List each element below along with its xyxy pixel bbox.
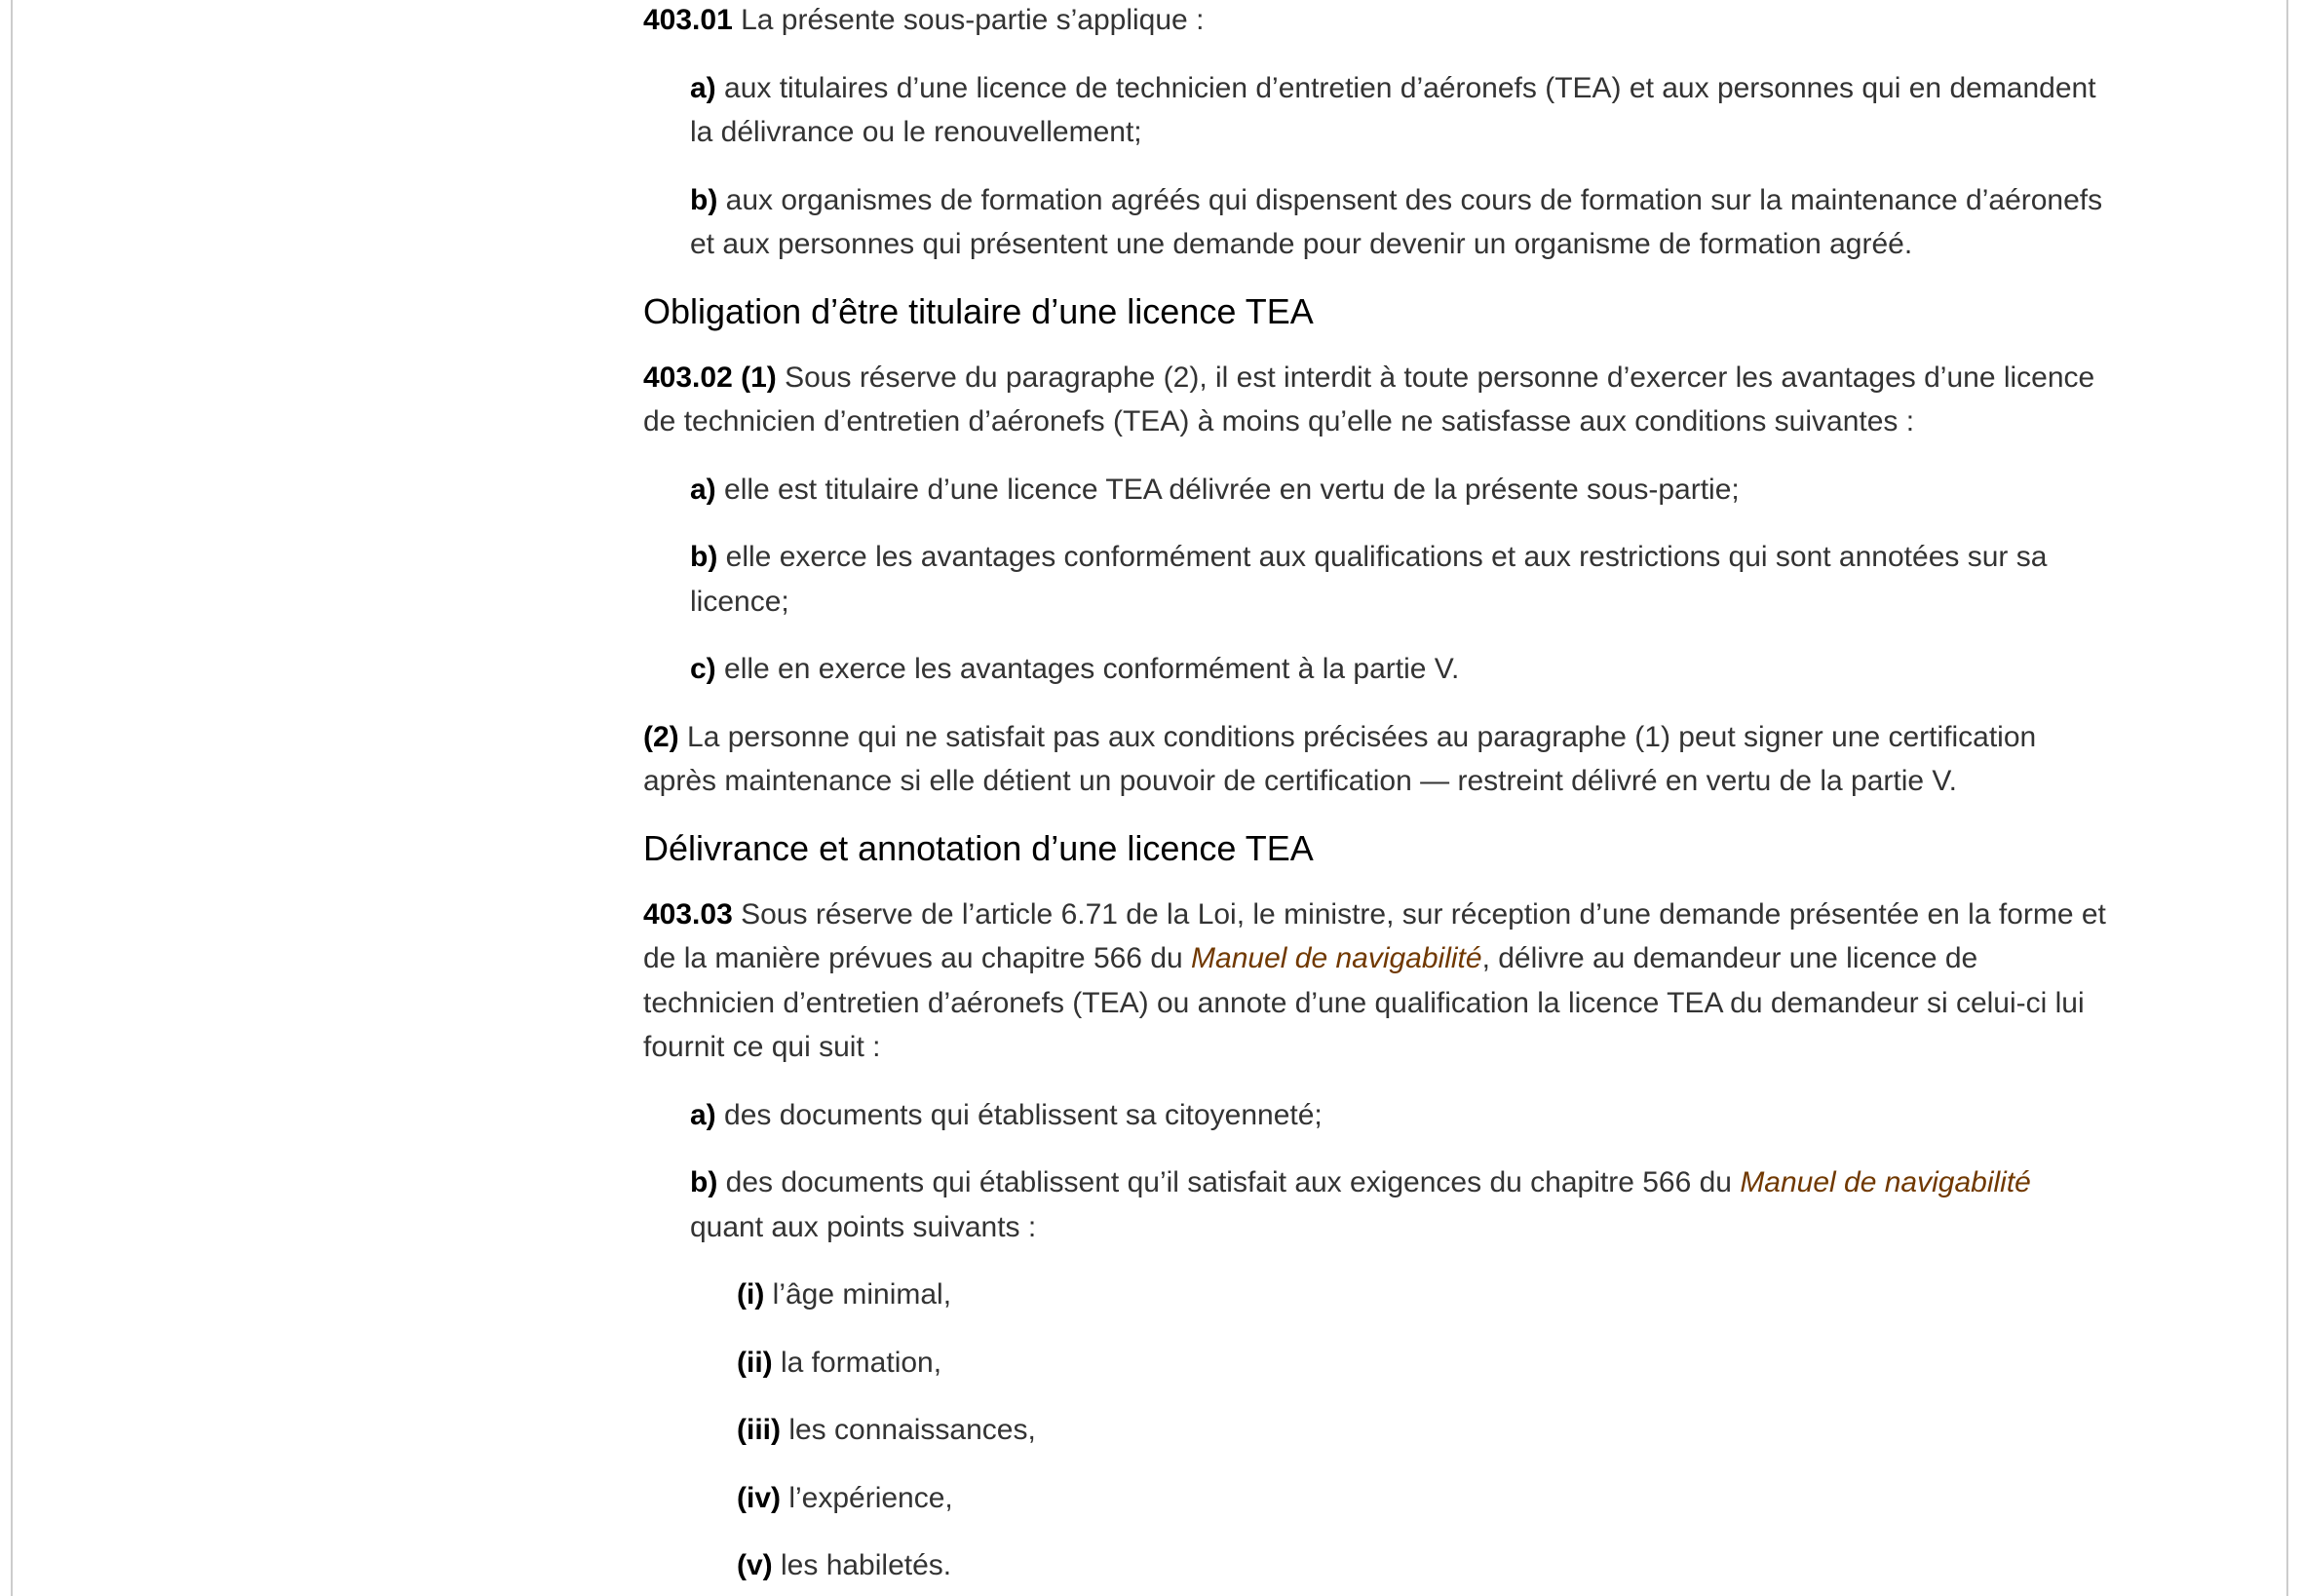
item-label: c) — [690, 653, 716, 685]
section-number: 403.03 — [643, 897, 733, 931]
paragraph-line — [737, 1543, 2261, 1588]
item-text: les connaissances, — [781, 1414, 1036, 1446]
paragraph-line — [737, 1341, 2261, 1386]
item-label: b) — [690, 1166, 718, 1198]
subsection-2 — [643, 715, 2261, 804]
item-text: les habiletés. — [772, 1549, 952, 1581]
paragraph-line — [690, 1093, 2261, 1138]
paragraph-line — [690, 468, 2261, 513]
paragraph-line — [643, 893, 2261, 937]
item-label: a) — [690, 473, 716, 506]
list-item-b — [690, 178, 2261, 267]
paragraph-line — [737, 1408, 2261, 1453]
list-item-a — [690, 468, 2261, 513]
paragraph-text: La personne qui ne satisfait pas aux conditions précisées au paragraphe (1) peut signer une certification — [678, 720, 2037, 753]
list-item-a — [690, 66, 2261, 155]
regulation-content — [643, 0, 2261, 1596]
section-heading: Délivrance et annotation d’une licence TEA — [643, 827, 1314, 868]
item-text: elle exerce les avantages conformément aux qualifications et aux restrictions qui sont annotées sur sa — [717, 541, 2048, 573]
paragraph-text: Sous réserve du paragraphe (2), il est interdit à toute personne d’exercer les avantages d’une licence — [776, 361, 2095, 394]
item-text: des documents qui établissent qu’il satisfait aux exigences du chapitre 566 du — [717, 1166, 1741, 1198]
section-403-02 — [643, 356, 2261, 444]
paragraph-line — [690, 535, 2261, 580]
paragraph-line — [643, 0, 2261, 43]
paragraph-line — [690, 178, 2261, 223]
list-item-a — [690, 1093, 2261, 1138]
item-text: aux titulaires d’une licence de technicien d’entretien d’aéronefs (TEA) et aux personnes qui en demandent — [715, 71, 2096, 104]
paragraph-line — [737, 1273, 2261, 1317]
item-label: b) — [690, 541, 718, 573]
item-label: (iii) — [737, 1414, 781, 1446]
paragraph-line — [643, 715, 2261, 760]
paragraph-line — [643, 936, 2261, 981]
section-number: 403.02 (1) — [643, 361, 777, 394]
section-403-01 — [643, 0, 2261, 43]
paragraph-text: La présente sous-partie s’applique : — [732, 4, 1205, 36]
manuel-de-navigabilite-link[interactable]: Manuel de navigabilité — [1740, 1166, 2031, 1198]
item-label: b) — [690, 183, 718, 216]
sub-item-v — [737, 1543, 2261, 1588]
item-text-line: la délivrance ou le renouvellement; — [690, 116, 1142, 148]
item-text: elle en exerce les avantages conformément à la partie V. — [715, 653, 1460, 685]
sub-item-ii — [737, 1341, 2261, 1386]
item-text-line: et aux personnes qui présentent une demande pour devenir un organisme de formation agréé. — [690, 228, 1913, 260]
paragraph-text-line: technicien d’entretien d’aéronefs (TEA) ou annote d’une qualification la licence TEA du demandeur si celui-ci lui — [643, 986, 2085, 1019]
paragraph-text-line: après maintenance si elle détient un pouvoir de certification — restreint délivré en vertu de la partie V. — [643, 765, 1957, 797]
item-text: la formation, — [772, 1346, 942, 1379]
paragraph-line — [690, 1160, 2261, 1205]
paragraph-text: , délivre au demandeur une licence de — [1481, 942, 1978, 974]
list-item-b — [690, 1160, 2261, 1249]
paragraph-line — [690, 66, 2261, 111]
item-text-line: licence; — [690, 585, 789, 618]
paragraph-text: de la manière prévues au chapitre 566 du — [643, 942, 1192, 974]
item-label: (iv) — [737, 1481, 781, 1514]
paragraph-text: Sous réserve de l’article 6.71 de la Loi, le ministre, sur réception d’une demande présentée en la forme et — [732, 897, 2106, 931]
item-label: (i) — [737, 1278, 765, 1311]
sub-item-iv — [737, 1476, 2261, 1521]
sub-item-iii — [737, 1408, 2261, 1453]
sub-item-i — [737, 1273, 2261, 1317]
item-label: a) — [690, 1098, 716, 1131]
item-label: (ii) — [737, 1346, 773, 1379]
item-text: elle est titulaire d’une licence TEA délivrée en vertu de la présente sous-partie; — [715, 473, 1740, 506]
paragraph-text-line: de technicien d’entretien d’aéronefs (TEA) à moins qu’elle ne satisfasse aux conditions suivantes : — [643, 405, 1915, 437]
paragraph-line — [737, 1476, 2261, 1521]
subsection-number: (2) — [643, 720, 679, 753]
manuel-de-navigabilite-link[interactable]: Manuel de navigabilité — [1191, 942, 1482, 974]
list-item-b — [690, 535, 2261, 624]
item-text-line: quant aux points suivants : — [690, 1210, 1037, 1243]
item-text: l’âge minimal, — [764, 1278, 952, 1311]
item-label: a) — [690, 71, 716, 104]
section-heading: Obligation d’être titulaire d’une licence TEA — [643, 290, 1314, 331]
section-number: 403.01 — [643, 4, 733, 36]
item-text: aux organismes de formation agréés qui dispensent des cours de formation sur la maintenance d’aéronefs — [717, 183, 2103, 216]
section-403-03 — [643, 893, 2261, 1070]
item-text: des documents qui établissent sa citoyenneté; — [715, 1098, 1323, 1131]
list-item-c — [690, 647, 2261, 692]
item-text: l’expérience, — [781, 1481, 953, 1514]
paragraph-line — [643, 356, 2261, 400]
paragraph-text-line: fournit ce qui suit : — [643, 1031, 881, 1063]
item-label: (v) — [737, 1549, 773, 1581]
paragraph-line — [690, 647, 2261, 692]
document-page — [11, 0, 2288, 1596]
